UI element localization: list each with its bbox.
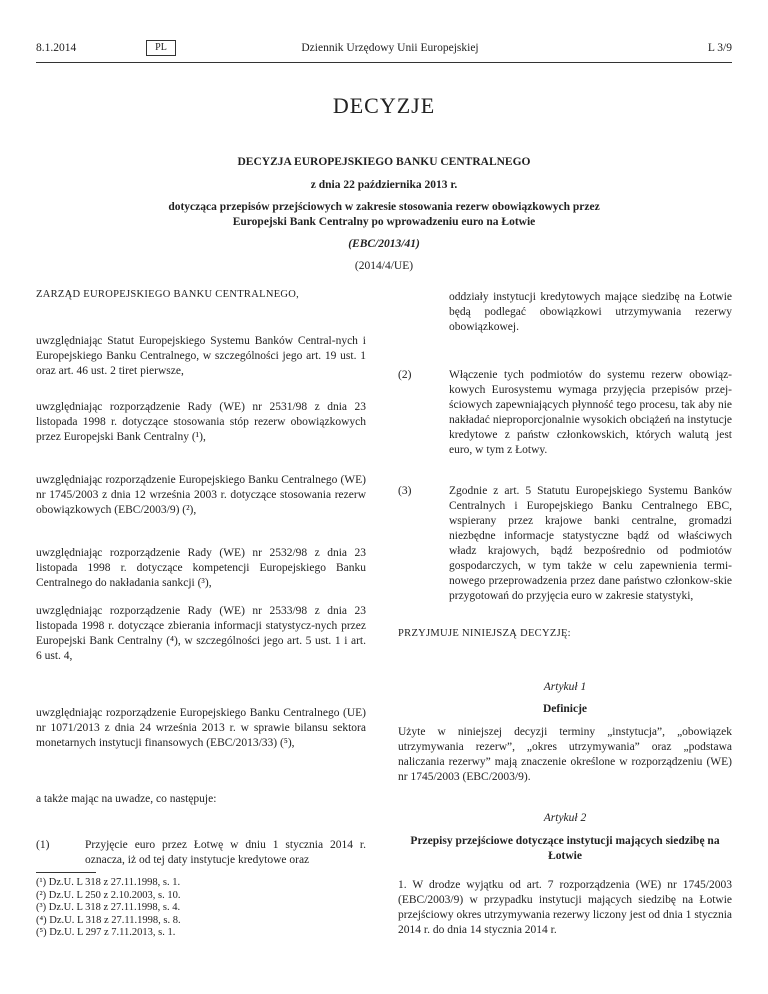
footnote-5: (⁵) Dz.U. L 297 z 7.11.2013, s. 1. (36, 927, 176, 938)
footnote-rule (36, 872, 96, 873)
consideration-1-continued: oddziały instytucji kredytowych mające siedzibę na Łotwie będą podlegać obowiązkowi utrzymywania rezerwy obowiązkowej. (449, 291, 732, 333)
decision-subject-line1: dotycząca przepisów przejściowych w zakresie stosowania rezerw obowiązkowych przez (168, 201, 600, 213)
decision-date: z dnia 22 października 2013 r. (310, 179, 458, 191)
page-reference: L 3/9 (707, 42, 732, 54)
section-title: DECYZJE (332, 93, 436, 118)
consideration-2-number: (2) (398, 369, 412, 381)
article-2-paragraph-1: 1. W drodze wyjątku od art. 7 rozporządzenia (WE) nr 1745/2003 (EBC/2003/9) w przypadku instytucji mających siedzibę na Łotwie przejściowy okres utrzymywania rezerwy liczony jest od dnia 1 stycznia 2014 r. do dnia 14 stycznia 2014 r. (398, 879, 732, 936)
consideration-3-number: (3) (398, 485, 412, 497)
decision-reference: (EBC/2013/41) (348, 238, 420, 250)
document-number: (2014/4/UE) (354, 260, 414, 272)
article-1-text: Użyte w niniejszej decyzji terminy „instytucja”, „obowiązek utrzymywania rezerw”, „okres utrzymywania” oraz „podstawa naliczania rezerwy” mają znaczenie określone w rozporządzeniu (WE) nr 1745/2003 (EBC/2003/9). (398, 726, 732, 783)
whereas-clause: a także mając na uwadze, co następuje: (36, 793, 217, 805)
consideration-2-text: Włączenie tych podmiotów do systemu rezerw obowiąz-kowych Eurosystemu wymaga przyjęcia przepisów przej-ściowych zapewniających płynność tego procesu, tak aby nie nakładać nieproporcjonalnie wysokich obciążeń na instytucje kredytowe z państw członkowskich, których walutą jest euro, w tym z Łotwy. (449, 369, 732, 456)
recital-regulation-1745-2003: uwzględniając rozporządzenie Europejskiego Banku Centralnego (WE) nr 1745/2003 z dnia 12 września 2003 r. dotyczące stosowania rezerw obowiązkowych (EBC/2003/9) (²), (36, 474, 366, 516)
footnotes (36, 877, 366, 940)
footnote-4: (⁴) Dz.U. L 318 z 27.11.1998, s. 8. (36, 914, 181, 926)
article-1-title: Definicje (542, 703, 588, 715)
header-rule (36, 62, 732, 63)
journal-title: Dziennik Urzędowy Unii Europejskiej (301, 42, 479, 54)
board-heading: ZARZĄD EUROPEJSKIEGO BANKU CENTRALNEGO, (36, 289, 300, 300)
footnote-2: (²) Dz.U. L 250 z 2.10.2003, s. 10. (36, 889, 181, 901)
header-date: 8.1.2014 (36, 42, 77, 54)
language-badge: PL (146, 40, 176, 56)
consideration-1-number: (1) (36, 839, 50, 851)
footnote-3: (³) Dz.U. L 318 z 27.11.1998, s. 4. (36, 902, 181, 913)
footnote-1: (¹) Dz.U. L 318 z 27.11.1998, s. 1. (36, 877, 181, 888)
recital-regulation-2533-98: uwzględniając rozporządzenie Rady (WE) nr 2533/98 z dnia 23 listopada 1998 r. dotyczące zbierania informacji statystycz-nych przez Europejski Bank Centralny (⁴), w szczególności jego art. 5 ust. 1 i art. 6 ust. 4, (36, 605, 366, 662)
recital-statute: uwzględniając Statut Europejskiego Systemu Banków Central-nych i Europejskiego Banku Centralnego, w szczególności jego art. 19 ust. 1 oraz art. 46 ust. 2 tiret pierwsze, (36, 335, 366, 377)
recital-regulation-2532-98: uwzględniając rozporządzenie Rady (WE) nr 2532/98 z dnia 23 listopada 1998 r. dotyczące kompetencji Europejskiego Banku Centralnego do nakładania sankcji (³), (36, 547, 366, 589)
decision-title: DECYZJA EUROPEJSKIEGO BANKU CENTRALNEGO (237, 156, 531, 168)
recital-regulation-2531-98: uwzględniając rozporządzenie Rady (WE) nr 2531/98 z dnia 23 listopada 1998 r. dotyczące stosowania stóp rezerw obowiązkowych przez Europejski Bank Centralny (¹), (36, 401, 366, 443)
article-2-label: Artykuł 2 (543, 812, 587, 824)
decision-subject-line2: Europejski Bank Centralny po wprowadzeniu euro na Łotwie (232, 216, 536, 228)
article-2-title: Przepisy przejściowe dotyczące instytucji mających siedzibę na Łotwie (410, 835, 720, 862)
consideration-1-text: Przyjęcie euro przez Łotwę w dniu 1 stycznia 2014 r. oznacza, iż od tej daty instytucje kredytowe oraz (85, 839, 366, 866)
adoption-statement: PRZYJMUJE NINIEJSZĄ DECYZJĘ: (398, 628, 571, 639)
recital-regulation-1071-2013: uwzględniając rozporządzenie Europejskiego Banku Centralnego (UE) nr 1071/2013 z dnia 24 września 2013 r. w sprawie bilansu sektora monetarnych instytucji finansowych (EBC/2013/33) (⁵), (36, 707, 366, 749)
article-1-label: Artykuł 1 (543, 681, 587, 693)
consideration-3-text: Zgodnie z art. 5 Statutu Europejskiego Systemu Banków Centralnych i Europejskiego Banku Centralnego EBC, wspierany przez krajowe banki centralne, gromadzi niezbędne informacje statystyczne bądź od właściwych władz krajowych, bądź bezpośrednio od podmiotów gospodarczych, w tym także w celu zapewnienia termi-nowego przeprowadzenia przez dane państwo członkow-skie przygotowań do przyjęcia euro w zakresie statystyki, (449, 485, 732, 602)
